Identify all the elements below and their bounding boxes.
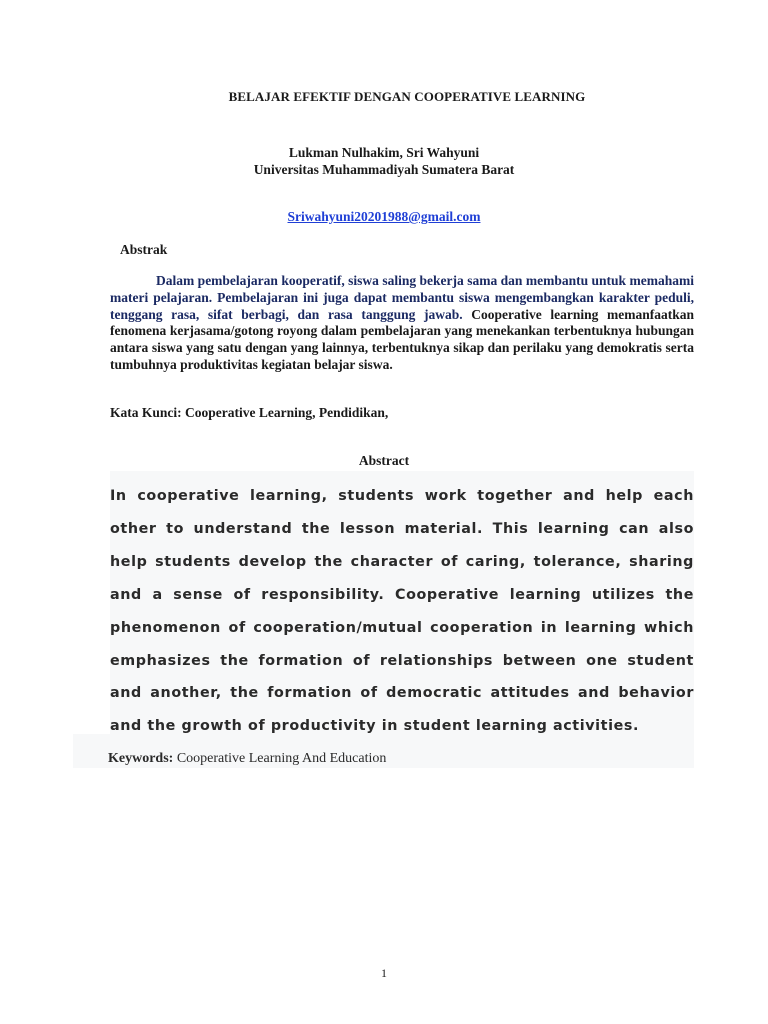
author-block: [0, 144, 768, 178]
author-email: [0, 209, 768, 225]
abstrak-heading: Abstrak: [120, 242, 168, 257]
keywords-value: Cooperative Learning And Education: [173, 751, 387, 766]
paper-title: BELAJAR EFEKTIF DENGAN COOPERATIVE LEARNING: [228, 89, 586, 104]
abstract-heading: Abstract: [358, 453, 410, 468]
author-affiliation: Universitas Muhammadiyah Sumatera Barat: [253, 162, 515, 177]
abstract-paragraph: In cooperative learning, students work together and help each other to understand the lesson material. This learning can also help students develop the character of caring, tolerance, sharing and a sense of responsibility. Cooperative learning utilizes the phenomenon of cooperation/mutual cooperation in learning which emphasizes the formation of relationships between one student and another, the formation of democratic attitudes and behavior and the growth of productivity in student learning activities.: [110, 488, 694, 735]
email-link[interactable]: Sriwahyuni20201988@gmail.com: [287, 209, 481, 224]
abstrak-text: Cooperative learning memanfaatkan fenomena kerjasama/gotong royong dalam pembelajaran yang menekankan terbentuknya hubungan antara siswa yang satu dengan yang lainnya, terbentuknya sikap dan perilaku yang demokratis serta tumbuhnya produktivitas kegiatan belajar siswa.: [110, 306, 694, 372]
author-names: Lukman Nulhakim, Sri Wahyuni: [288, 145, 480, 160]
keywords-label: Keywords:: [108, 751, 174, 766]
kata-kunci: Kata Kunci: Cooperative Learning, Pendidikan,: [110, 405, 389, 420]
abstrak-text-highlighted: Dalam pembelajaran kooperatif, siswa saling bekerja sama dan membantu untuk memahami materi pelajaran. Pembelajaran ini juga dapat membantu siswa mengembangkan karakter peduli, tenggang rasa, sifat berbagi, dan rasa tanggung jawab.: [110, 273, 694, 322]
page-number: 1: [381, 966, 387, 980]
keywords-line: [108, 751, 386, 767]
abstrak-paragraph: [110, 273, 694, 374]
